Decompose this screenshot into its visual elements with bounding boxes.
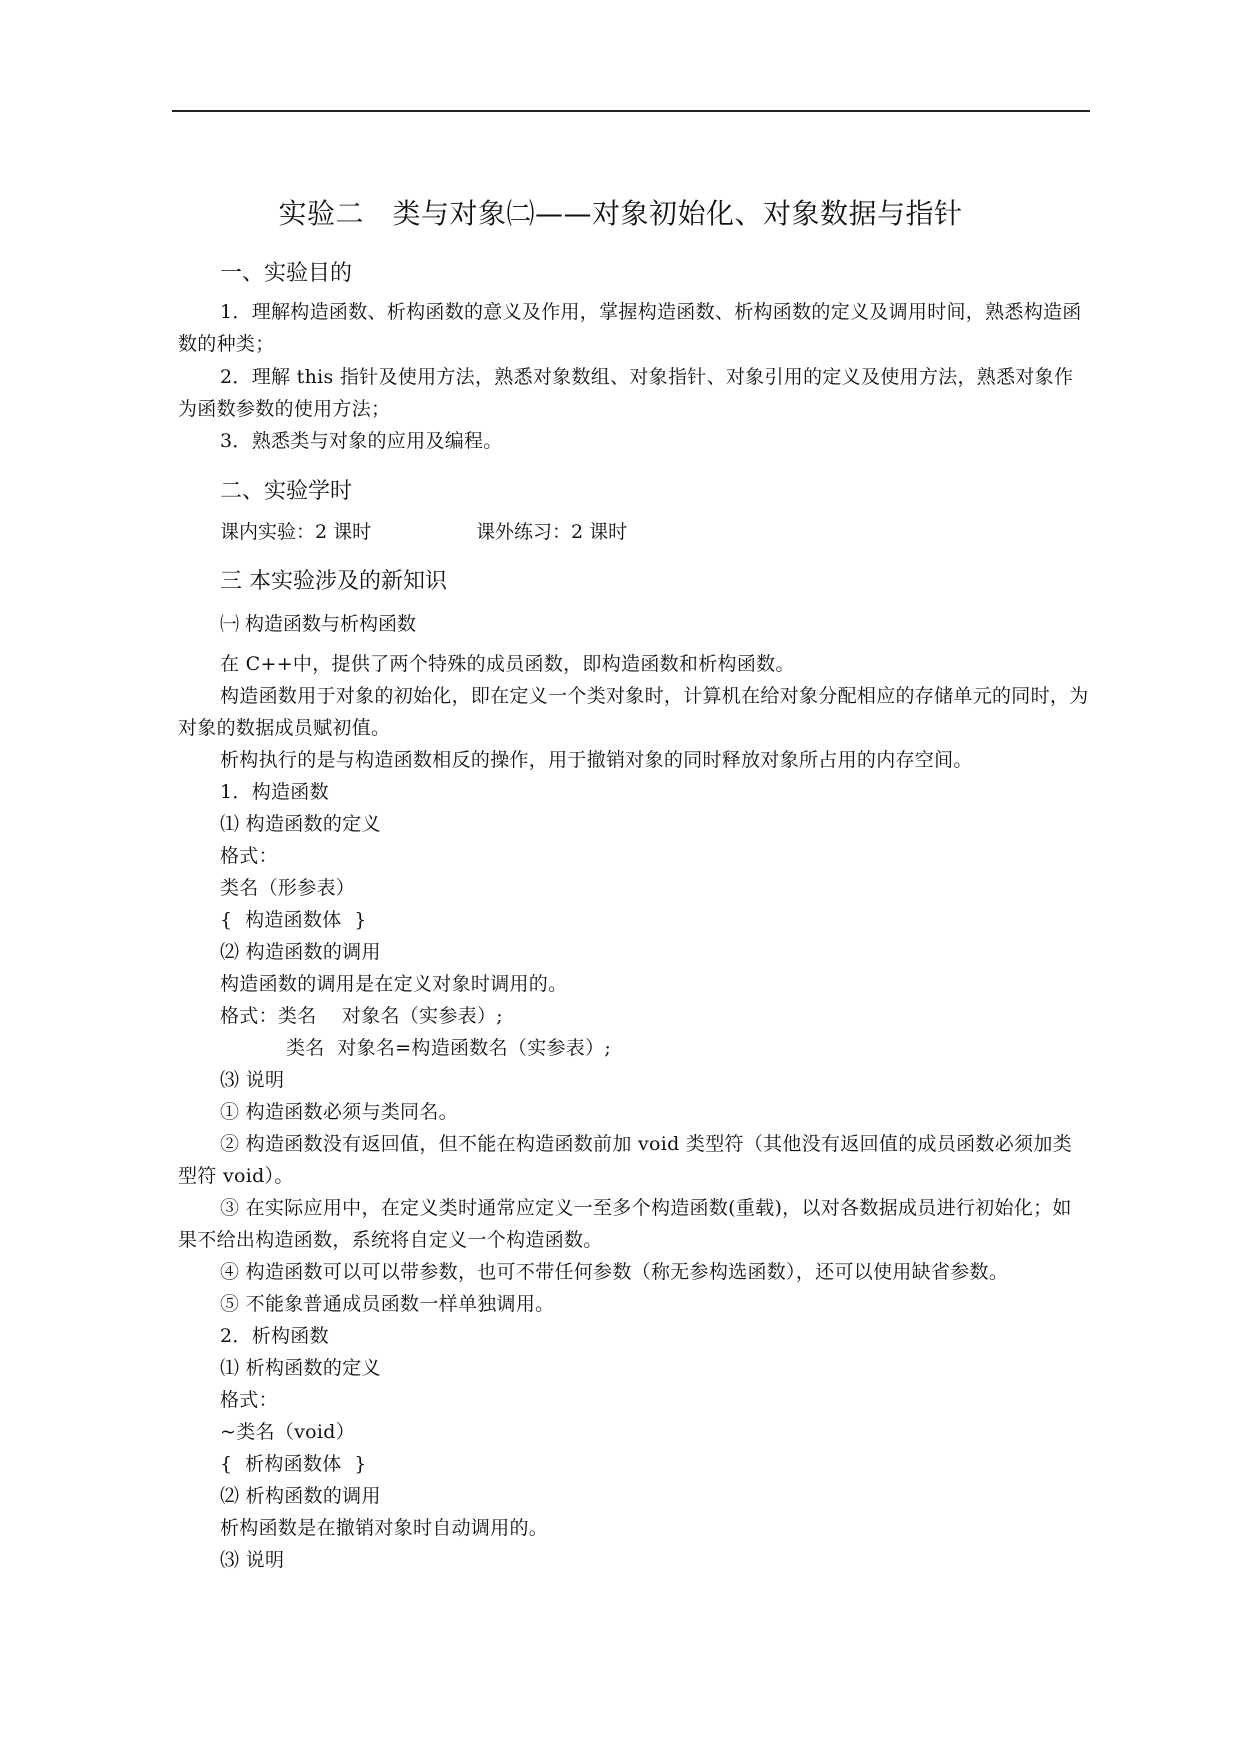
section-heading-purpose: 一、实验目的: [220, 261, 353, 286]
dtor-format-line-2: { 析构函数体 }: [220, 1453, 367, 1475]
ctor-note-2: ② 构造函数没有返回值，但不能在构造函数前加 void 类型符（其他没有返回值的成员函数必须加类型符 void）。: [178, 1133, 1072, 1187]
ctor-note-1: ① 构造函数必须与类同名。: [220, 1101, 458, 1123]
ctor-def-heading: ⑴ 构造函数的定义: [220, 813, 381, 835]
subsection-heading-ctor-dtor: ㈠ 构造函数与析构函数: [220, 613, 417, 635]
section-heading-hours: 二、实验学时: [220, 479, 353, 504]
ctor-call-desc: 构造函数的调用是在定义对象时调用的。: [220, 973, 568, 995]
dtor-format-label: 格式：: [220, 1389, 278, 1411]
ctor-call-format-1: 格式：类名 对象名（实参表）;: [220, 1005, 503, 1027]
ctor-call-heading: ⑵ 构造函数的调用: [220, 941, 381, 963]
page-title: 实验二 类与对象㈡——对象初始化、对象数据与指针: [278, 197, 963, 230]
dtor-def-heading: ⑴ 析构函数的定义: [220, 1357, 381, 1379]
ctor-note-4: ④ 构造函数可以可以带参数，也可不带任何参数（称无参构选函数），还可以使用缺省参数。: [220, 1261, 1009, 1283]
intro-paragraph-2: 构造函数用于对象的初始化，即在定义一个类对象时，计算机在给对象分配相应的存储单元的同时，为对象的数据成员赋初值。: [178, 685, 1089, 739]
purpose-item-3: 3．熟悉类与对象的应用及编程。: [220, 430, 503, 452]
dtor-call-heading: ⑵ 析构函数的调用: [220, 1485, 381, 1507]
ctor-note-3: ③ 在实际应用中，在定义类时通常应定义一至多个构造函数(重载)，以对各数据成员进行初始化；如果不给出构造函数，系统将自定义一个构造函数。: [178, 1197, 1072, 1251]
dtor-heading: 2．析构函数: [220, 1325, 329, 1347]
intro-paragraph-1: 在 C++中，提供了两个特殊的成员函数，即构造函数和析构函数。: [220, 653, 795, 675]
ctor-format-line-2: { 构造函数体 }: [220, 909, 367, 931]
hours-outer: 课外练习：2 课时: [476, 521, 628, 543]
hours-inner: 课内实验：2 课时: [220, 521, 372, 543]
ctor-call-format-2: 类名 对象名=构造函数名（实参表）;: [286, 1037, 612, 1059]
purpose-item-2: 2．理解 this 指针及使用方法，熟悉对象数组、对象指针、对象引用的定义及使用方法，熟悉对象作为函数参数的使用方法；: [178, 366, 1074, 420]
ctor-format-line-1: 类名（形参表）: [220, 877, 356, 899]
header-rule: [172, 110, 1090, 112]
intro-paragraph-3: 析构执行的是与构造函数相反的操作，用于撤销对象的同时释放对象所占用的内存空间。: [220, 749, 973, 771]
ctor-heading: 1．构造函数: [220, 781, 329, 803]
section-heading-knowledge: 三 本实验涉及的新知识: [220, 569, 447, 594]
ctor-note-5: ⑤ 不能象普通成员函数一样单独调用。: [220, 1293, 555, 1315]
ctor-format-label: 格式：: [220, 845, 278, 867]
dtor-format-line-1: ~类名（void）: [220, 1421, 356, 1443]
purpose-item-1: 1．理解构造函数、析构函数的意义及作用，掌握构造函数、析构函数的定义及调用时间，熟悉构造函数的种类；: [178, 301, 1082, 355]
dtor-call-desc: 析构函数是在撤销对象时自动调用的。: [220, 1517, 549, 1539]
dtor-note-heading: ⑶ 说明: [220, 1549, 285, 1571]
ctor-note-heading: ⑶ 说明: [220, 1069, 285, 1091]
